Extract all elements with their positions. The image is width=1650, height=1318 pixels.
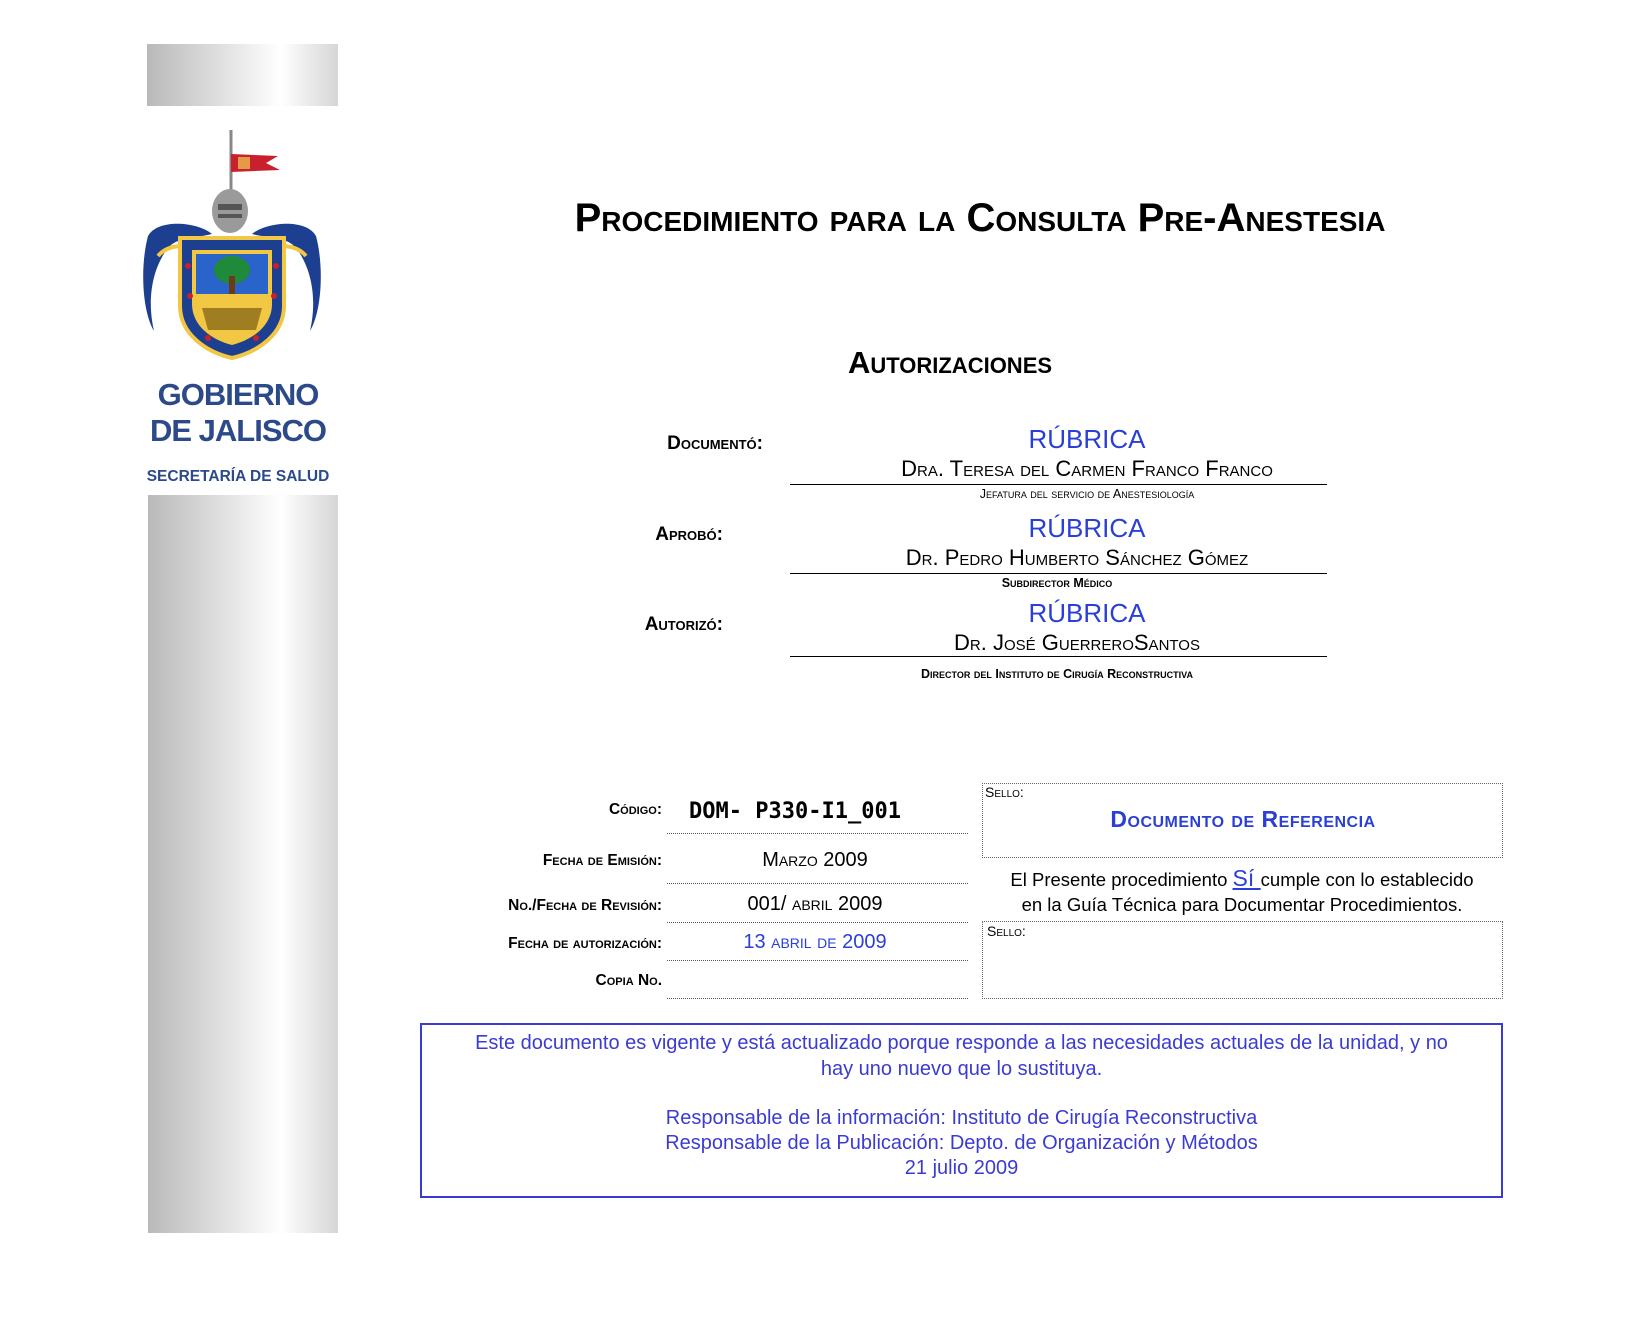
note-line2: hay uno nuevo que lo sustituya. — [820, 1058, 1103, 1080]
copia-label: Copia No. — [595, 972, 662, 989]
sello-label: Sello: — [985, 784, 1024, 800]
emision-label: Fecha de Emisión: — [542, 852, 662, 869]
section-title: Autorizaciones — [847, 345, 1053, 380]
autorizacion-value: 13 abril de 2009 — [743, 931, 887, 953]
header-gray-bar — [147, 44, 338, 106]
revision-value: 001/ abril 2009 — [747, 893, 883, 915]
signature-line — [790, 656, 1327, 657]
documento-referencia-stamp: Documento de Referencia — [1110, 806, 1376, 832]
signer-name: Dra. Teresa del Carmen Franco Franco — [901, 456, 1273, 481]
codigo-label: Código: — [608, 801, 662, 818]
field-dotted-line — [667, 998, 968, 999]
signature-line — [790, 484, 1327, 485]
jalisco-crest-logo — [138, 126, 326, 368]
signature-rubrica: RÚBRICA — [1028, 598, 1146, 628]
signer-role: Subdirector Médico — [1001, 576, 1113, 590]
gov-name-line1: GOBIERNO — [157, 377, 319, 412]
cumple-text-post: cumple con lo establecido — [1260, 869, 1474, 890]
emision-value: Marzo 2009 — [762, 849, 868, 871]
signer-role: Director del Instituto de Cirugía Reconstructiva — [921, 667, 1193, 681]
signature-rubrica: RÚBRICA — [1028, 513, 1146, 543]
field-dotted-line — [667, 922, 968, 923]
secretaria-label: SECRETARÍA DE SALUD — [146, 468, 330, 485]
revision-label: No./Fecha de Revisión: — [508, 897, 662, 914]
cumple-si-value: Sí — [1232, 865, 1261, 891]
cumple-text-line2: en la Guía Técnica para Documentar Procedimientos. — [1021, 894, 1463, 915]
field-dotted-line — [667, 833, 968, 834]
sello-label: Sello: — [987, 923, 1026, 939]
auth-label-aprobo: Aprobó: — [655, 524, 723, 545]
codigo-value: DOM- P330-I1_001 — [689, 799, 901, 824]
note-line4: Responsable de la Publicación: Depto. de Organización y Métodos — [665, 1132, 1258, 1154]
auth-label-autorizo: Autorizó: — [644, 614, 723, 635]
field-dotted-line — [667, 960, 968, 961]
signer-name: Dr. Pedro Humberto Sánchez Gómez — [905, 545, 1249, 570]
gov-name-line2: DE JALISCO — [149, 413, 327, 448]
note-line3: Responsable de la información: Instituto de Cirugía Reconstructiva — [665, 1107, 1258, 1129]
sello-box-empty — [982, 921, 1503, 999]
field-dotted-line — [667, 883, 968, 884]
cumple-text-pre: El Presente procedimiento — [1010, 869, 1233, 890]
cumple-statement — [962, 866, 1522, 917]
autorizacion-label: Fecha de autorización: — [508, 935, 662, 952]
auth-label-documento: Documentó: — [667, 433, 763, 454]
note-line5: 21 julio 2009 — [904, 1157, 1019, 1179]
signature-line — [790, 573, 1327, 574]
note-line1: Este documento es vigente y está actualizado porque responde a las necesidades actuales de la unidad, y no — [475, 1032, 1448, 1054]
signature-rubrica: RÚBRICA — [1028, 424, 1146, 454]
page-title: Procedimiento para la Consulta Pre-Anestesia — [574, 196, 1386, 240]
signer-role: Jefatura del servicio de Anestesiología — [979, 487, 1195, 501]
sidebar-gray-bar — [148, 495, 338, 1233]
signer-name: Dr. José GuerreroSantos — [954, 630, 1200, 655]
